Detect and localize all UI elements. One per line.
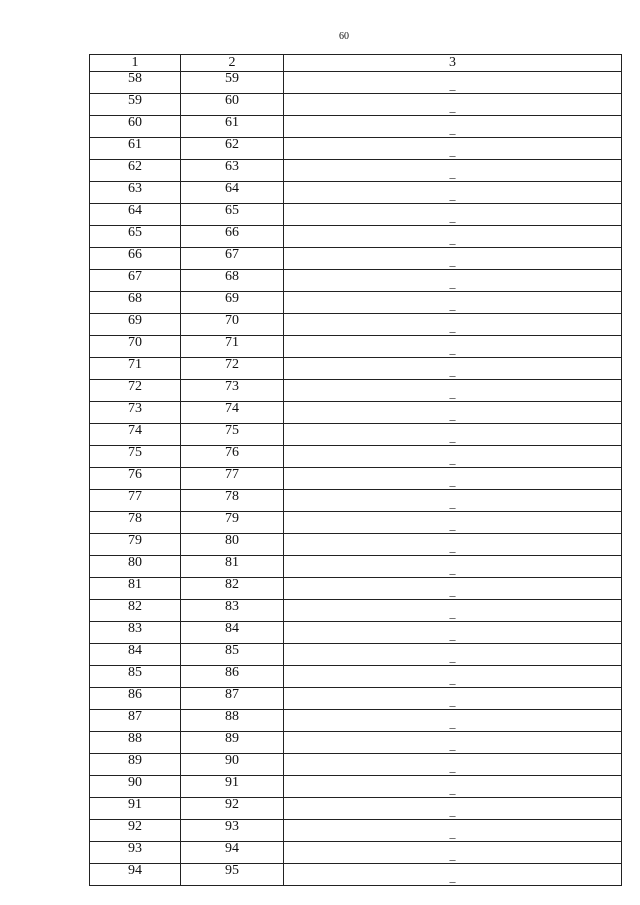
table-cell-col-3: [284, 842, 622, 864]
dash-mark: _: [449, 188, 456, 202]
table-cell-col-2: 71: [181, 336, 284, 358]
table-row: [90, 600, 622, 622]
dash-mark: _: [449, 826, 456, 840]
table-cell-col-2: 63: [181, 160, 284, 182]
table-row: [90, 248, 622, 270]
table-row: [90, 380, 622, 402]
table-cell-col-2: 73: [181, 380, 284, 402]
dash-mark: _: [449, 716, 456, 730]
table-cell-col-1: 75: [90, 446, 181, 468]
table-cell-col-1: 83: [90, 622, 181, 644]
table-row: [90, 424, 622, 446]
table-cell-col-1: 64: [90, 204, 181, 226]
dash-mark: _: [449, 210, 456, 224]
table-cell-col-2: 83: [181, 600, 284, 622]
table-cell-col-3: [284, 798, 622, 820]
table-cell-col-1: 68: [90, 292, 181, 314]
table-row: [90, 182, 622, 204]
table-cell-col-1: 92: [90, 820, 181, 842]
table-cell-col-1: 76: [90, 468, 181, 490]
dash-mark: _: [449, 870, 456, 884]
table-row: [90, 732, 622, 754]
dash-mark: _: [449, 782, 456, 796]
table-cell-col-2: 77: [181, 468, 284, 490]
table-cell-col-1: 86: [90, 688, 181, 710]
table-cell-col-1: 73: [90, 402, 181, 424]
table-cell-col-2: 92: [181, 798, 284, 820]
table-cell-col-2: 68: [181, 270, 284, 292]
table-row: [90, 534, 622, 556]
table-cell-col-2: 64: [181, 182, 284, 204]
table-cell-col-3: [284, 710, 622, 732]
page-number: 60: [339, 31, 349, 42]
table-cell-col-2: 67: [181, 248, 284, 270]
dash-mark: _: [449, 364, 456, 378]
table-row: [90, 446, 622, 468]
table-cell-col-1: 94: [90, 864, 181, 886]
table-cell-col-1: 90: [90, 776, 181, 798]
table-cell-col-3: [284, 534, 622, 556]
table-row: [90, 358, 622, 380]
table-cell-col-1: 91: [90, 798, 181, 820]
table-cell-col-1: 62: [90, 160, 181, 182]
table-cell-col-3: [284, 490, 622, 512]
table-cell-col-3: [284, 754, 622, 776]
table-cell-col-2: 81: [181, 556, 284, 578]
table-row: [90, 292, 622, 314]
table-cell-col-1: 79: [90, 534, 181, 556]
table-cell-col-2: 82: [181, 578, 284, 600]
table-cell-col-1: 58: [90, 72, 181, 94]
table-cell-col-1: 85: [90, 666, 181, 688]
table-cell-col-3: [284, 864, 622, 886]
table-cell-col-3: [284, 248, 622, 270]
table-cell-col-3: [284, 556, 622, 578]
dash-mark: _: [449, 320, 456, 334]
dash-mark: _: [449, 650, 456, 664]
dash-mark: _: [449, 232, 456, 246]
table-row: [90, 72, 622, 94]
dash-mark: _: [449, 606, 456, 620]
table-cell-col-3: [284, 776, 622, 798]
table-cell-col-2: 75: [181, 424, 284, 446]
table-cell-col-3: [284, 358, 622, 380]
dash-mark: _: [449, 584, 456, 598]
dash-mark: _: [449, 276, 456, 290]
table-cell-col-2: 76: [181, 446, 284, 468]
table-row: [90, 842, 622, 864]
dash-mark: _: [449, 166, 456, 180]
dash-mark: _: [449, 804, 456, 818]
dash-mark: _: [449, 254, 456, 268]
table-row: [90, 820, 622, 842]
table-row: [90, 226, 622, 248]
table-cell-col-3: [284, 182, 622, 204]
table-cell-col-3: [284, 72, 622, 94]
table-cell-col-2: 80: [181, 534, 284, 556]
dash-mark: _: [449, 386, 456, 400]
table-cell-col-2: 60: [181, 94, 284, 116]
table-cell-col-3: [284, 424, 622, 446]
table-cell-col-3: [284, 138, 622, 160]
table-cell-col-2: 89: [181, 732, 284, 754]
table-cell-col-3: [284, 644, 622, 666]
dash-mark: _: [449, 430, 456, 444]
table-cell-col-3: [284, 160, 622, 182]
table-row: [90, 336, 622, 358]
table-row: [90, 204, 622, 226]
table-row: [90, 556, 622, 578]
table-cell-col-1: 66: [90, 248, 181, 270]
table-cell-col-3: [284, 578, 622, 600]
table-cell-col-1: 82: [90, 600, 181, 622]
table-cell-col-3: [284, 666, 622, 688]
table-cell-col-2: 87: [181, 688, 284, 710]
table-cell-col-2: 84: [181, 622, 284, 644]
dash-mark: _: [449, 848, 456, 862]
table-cell-col-1: 71: [90, 358, 181, 380]
dash-mark: _: [449, 562, 456, 576]
table-header-row: [90, 55, 622, 72]
table-cell-col-1: 93: [90, 842, 181, 864]
table-row: [90, 710, 622, 732]
column-header-3: 3: [284, 55, 622, 72]
dash-mark: _: [449, 672, 456, 686]
dash-mark: _: [449, 408, 456, 422]
table-row: [90, 512, 622, 534]
table-row: [90, 94, 622, 116]
dash-mark: _: [449, 144, 456, 158]
table-cell-col-2: 79: [181, 512, 284, 534]
dash-mark: _: [449, 518, 456, 532]
dash-mark: _: [449, 496, 456, 510]
table-cell-col-2: 91: [181, 776, 284, 798]
table-body: [90, 72, 622, 886]
dash-mark: _: [449, 78, 456, 92]
table-cell-col-2: 61: [181, 116, 284, 138]
table-cell-col-1: 89: [90, 754, 181, 776]
dash-mark: _: [449, 100, 456, 114]
dash-mark: _: [449, 760, 456, 774]
table-cell-col-3: [284, 600, 622, 622]
dash-mark: _: [449, 122, 456, 136]
table-cell-col-2: 88: [181, 710, 284, 732]
data-table: [89, 54, 622, 886]
table-row: [90, 402, 622, 424]
table-cell-col-1: 80: [90, 556, 181, 578]
table-cell-col-2: 90: [181, 754, 284, 776]
table-cell-col-1: 65: [90, 226, 181, 248]
table-cell-col-3: [284, 446, 622, 468]
table-row: [90, 864, 622, 886]
dash-mark: _: [449, 694, 456, 708]
table-cell-col-3: [284, 512, 622, 534]
table-cell-col-1: 69: [90, 314, 181, 336]
table-cell-col-2: 85: [181, 644, 284, 666]
table-row: [90, 578, 622, 600]
table-row: [90, 754, 622, 776]
table-cell-col-2: 66: [181, 226, 284, 248]
table-cell-col-3: [284, 468, 622, 490]
table-cell-col-1: 84: [90, 644, 181, 666]
table-cell-col-3: [284, 292, 622, 314]
column-header-1: 1: [90, 55, 181, 72]
table-cell-col-2: 74: [181, 402, 284, 424]
table-cell-col-1: 70: [90, 336, 181, 358]
table-cell-col-2: 78: [181, 490, 284, 512]
table-row: [90, 490, 622, 512]
table-cell-col-1: 67: [90, 270, 181, 292]
dash-mark: _: [449, 540, 456, 554]
table-cell-col-1: 78: [90, 512, 181, 534]
table-cell-col-3: [284, 204, 622, 226]
table-cell-col-2: 86: [181, 666, 284, 688]
table-row: [90, 160, 622, 182]
table-cell-col-3: [284, 380, 622, 402]
table-row: [90, 314, 622, 336]
table-cell-col-2: 62: [181, 138, 284, 160]
table-cell-col-3: [284, 336, 622, 358]
table-cell-col-1: 63: [90, 182, 181, 204]
table-cell-col-2: 94: [181, 842, 284, 864]
table-cell-col-1: 87: [90, 710, 181, 732]
table-cell-col-3: [284, 270, 622, 292]
table-cell-col-1: 88: [90, 732, 181, 754]
table-row: [90, 644, 622, 666]
table-row: [90, 138, 622, 160]
dash-mark: _: [449, 342, 456, 356]
table-cell-col-2: 69: [181, 292, 284, 314]
table-row: [90, 270, 622, 292]
table-cell-col-1: 81: [90, 578, 181, 600]
column-header-2: 2: [181, 55, 284, 72]
table-cell-col-1: 72: [90, 380, 181, 402]
table-cell-col-1: 74: [90, 424, 181, 446]
table-cell-col-3: [284, 622, 622, 644]
table-cell-col-2: 93: [181, 820, 284, 842]
table-row: [90, 666, 622, 688]
table-row: [90, 468, 622, 490]
table-cell-col-3: [284, 314, 622, 336]
table-cell-col-1: 61: [90, 138, 181, 160]
table-cell-col-2: 65: [181, 204, 284, 226]
dash-mark: _: [449, 738, 456, 752]
table-cell-col-3: [284, 116, 622, 138]
table-cell-col-3: [284, 226, 622, 248]
table-cell-col-2: 70: [181, 314, 284, 336]
table-cell-col-3: [284, 732, 622, 754]
table-cell-col-1: 59: [90, 94, 181, 116]
table-cell-col-2: 72: [181, 358, 284, 380]
dash-mark: _: [449, 474, 456, 488]
table-cell-col-3: [284, 94, 622, 116]
table-row: [90, 798, 622, 820]
table-cell-col-1: 77: [90, 490, 181, 512]
table-cell-col-2: 59: [181, 72, 284, 94]
dash-mark: _: [449, 628, 456, 642]
table-row: [90, 688, 622, 710]
table-cell-col-3: [284, 402, 622, 424]
dash-mark: _: [449, 298, 456, 312]
table-cell-col-3: [284, 820, 622, 842]
table-row: [90, 776, 622, 798]
table-cell-col-1: 60: [90, 116, 181, 138]
table-cell-col-2: 95: [181, 864, 284, 886]
table-row: [90, 622, 622, 644]
table-row: [90, 116, 622, 138]
dash-mark: _: [449, 452, 456, 466]
table-cell-col-3: [284, 688, 622, 710]
